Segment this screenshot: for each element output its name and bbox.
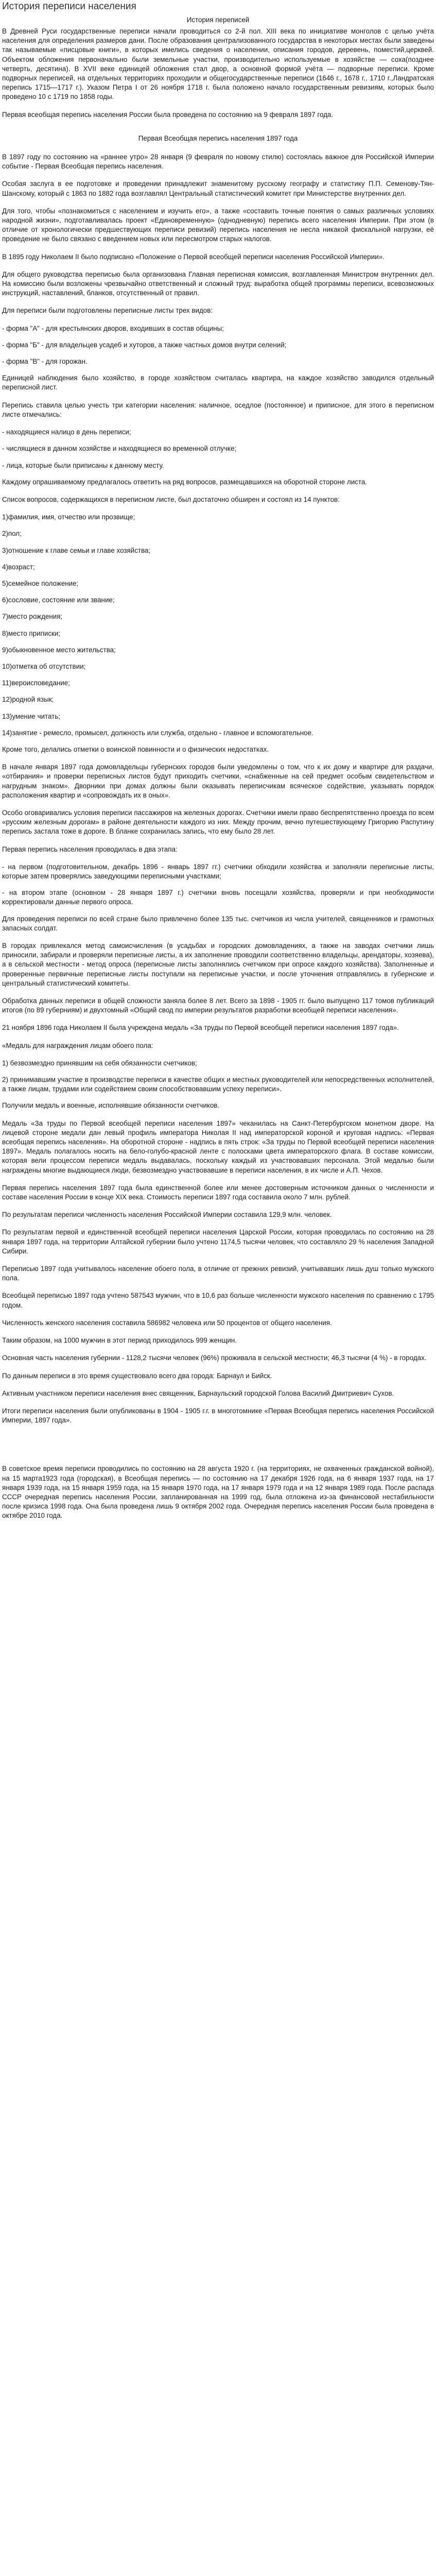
paragraph: Получили медаль и военные, исполнявшие обязанности счетчиков.	[2, 1101, 220, 1110]
page-title: История переписи населения	[2, 1, 136, 12]
paragraph: Первая перепись населения 1897 года была единственной более или менее достоверным источником данных о численности и составе населения России в конце XIX века. Стоимость переписи 1897 года составила около 7 млн. рублей.	[2, 1183, 434, 1201]
paragraph: Список вопросов, содержащихся в переписном листе, был достаточно обширен и состоял из 14 пунктов:	[2, 495, 340, 503]
paragraph: 10)отметка об отсутствии;	[2, 662, 86, 670]
paragraph: Численность женского населения составила 586982 человека или 50 процентов от общего населения.	[2, 1318, 332, 1327]
paragraph: В 1895 году Николаем II было подписано «Положение о Первой всеобщей переписи населения Российской Империи».	[2, 252, 385, 261]
paragraph: 2) принимавшим участие в производстве переписи в качестве общих и местных руководителей или непосредственных исполнителей, а также лицам, трудами или содействием своим способствовавшим успеху переписи».	[2, 1076, 434, 1093]
paragraph: Единицей наблюдения было хозяйство, в городе хозяйством считалась квартира, на каждое хозяйство заводился отдельный переписной лист.	[2, 374, 434, 392]
paragraph: По данным переписи в это время существовало всего два города: Барнаул и Бийск.	[2, 1371, 272, 1380]
paragraph: В городах привлекался метод самоисчисления (в усадьбах и городских домовладениях, а также на заводах счетчики лишь приносили, забирали и проверяли переписные листы, а их заполнение проводили соответственно владельцы, арендаторы, хозяева), а в сельской местности - метод опроса (переписные листы заполнялись счетчиком при опросе каждого хозяйства). Заполненные и проверенные первичные переписные листы поступали на переписные участки, и после уточнения отправлялись в губернские и центральный статистический комитеты.	[2, 942, 434, 987]
paragraph: Перепись ставила целью учесть три категории населения: наличное, оседлое (постоянное) и приписное, для этого в переписном листе отмечались:	[2, 401, 434, 418]
paragraph: Особая заслуга в ее подготовке и проведении принадлежит знаменитому русскому географу и статистику П.П. Семенову-Тян-Шанскому, который с 1863 по 1882 года возглавлял Центральный статистический комитет при Министерстве внутренних дел.	[2, 180, 434, 197]
paragraph: - форма "Б" - для владельцев усадеб и хуторов, а также частных домов внутри селений;	[2, 341, 287, 349]
document-body	[2, 15, 434, 1521]
paragraph: 9)обыкновенное место жительства;	[2, 646, 116, 654]
paragraph: - на втором этапе (основном - 28 января 1897 г.) счетчики вновь посещали хозяйства, проверяли и при необходимости корректировали данные первого опроса.	[2, 889, 434, 906]
paragraph: 21 ноября 1896 года Николаем II была учреждена медаль «За труды по Первой всеобщей переписи населения 1897 года».	[2, 1024, 399, 1032]
paragraph: По результатам переписи численность населения Российской Империи составила 129,9 млн. человек.	[2, 1211, 332, 1219]
paragraph: Таким образом, на 1000 мужчин в этот период приходилось 999 женщин.	[2, 1336, 237, 1345]
paragraph: В начале января 1897 года домовладельцы губернских городов были уведомлены о том, что к их дому и квартире для раздачи, «отбирания» и проверки переписных листов будут приходить счетчики, «снабженные на сей предмет особым свидетельством и нагрудным знаком». Дворники при домах должны были оказывать переписчикам всяческое содействие, указывать порядок расположения квартир и «сопровождать их в оных».	[2, 763, 434, 799]
paragraph: В 1897 году по состоянию на «раннее утро» 28 января (9 февраля по новому стилю) состоялась важное для Российской Империи событие - Первая Всеобщая перепись населения.	[2, 153, 434, 171]
paragraph: - форма "А" - для крестьянских дворов, входивших в состав общины;	[2, 324, 224, 332]
paragraph: Особо оговаривались условия переписи пассажиров на железных дорогах. Счетчики имели право беспрепятственно проезда по всем «русским железным дорогам» в районе деятельности каждого из них. Между прочим, вечно путешествующему Григорию Распутину перепись застала тоже в дороге. В бланке сохранилась запись, что ему было 28 лет.	[2, 808, 434, 836]
paragraph: Каждому опрашиваемому предлагалось ответить на ряд вопросов, размещавшихся на оборотной стороне листа.	[2, 478, 368, 486]
paragraph: 6)сословие, состояние или звание;	[2, 596, 115, 604]
paragraph: 1) безвозмездно принявшим на себя обязанности счетчиков;	[2, 1059, 197, 1067]
paragraph: 3)отношение к главе семьи и главе хозяйства;	[2, 546, 151, 554]
paragraph: 13)умение читать;	[2, 712, 61, 720]
paragraph: «Медаль для награждения лицам обоего пола:	[2, 1041, 153, 1049]
intro-paragraph-1: В Древней Руси государственные переписи начали проводиться со 2-й пол. XIII века по инициативе монголов с целью учёта населения для определения размеров дани. После образования централизованного государства в некоторых местах были заведены так называемые «писцовые книги», в которых имелись сведения о населении, описания городов, деревень, поместий,церквей. Объектом обложения первоначально были земельные участки, производительно используемые в хозяйстве — соха(позднее четверть, десятина). В XVII веке единицей обложения стал двор, а основной формой учёта — подворные переписи. Кроме подворных переписей, на отдельных территориях проходили и общегосударственные переписи (1646 г., 1678 г., 1710 г.,Ландратская перепись 1715—1717 г.). Указом Петра I от 26 ноября 1718 г. была положено начало государственным ревизиям, которых было проведено 10 с 1719 по 1858 годы.	[2, 27, 434, 101]
paragraph: 8)место приписки;	[2, 629, 61, 637]
census-paragraphs	[2, 152, 434, 1425]
paragraph: 14)занятие - ремесло, промысел, должность или служба, отдельно - главное и вспомогательное.	[2, 728, 313, 737]
paragraph: 2)пол;	[2, 530, 22, 538]
paragraph: По результатам первой и единственной всеобщей переписи населения Царской России, которая проводилась по состоянию на 28 января 1897 года, на территории Алтайской губернии было учтено 1174,5 тысячи человек, что составляло 29 % населения Западной Сибири.	[2, 1228, 434, 1255]
section-title: История переписей	[186, 16, 250, 24]
paragraph: Основная часть населения губернии - 1128,2 тысячи человек (96%) проживала в сельской местности; 46,3 тысячи (4 %) - в городах.	[2, 1354, 427, 1362]
paragraph: 1)фамилия, имя, отчество или прозвище;	[2, 513, 135, 521]
paragraph: 11)вероисповедание;	[2, 679, 70, 687]
paragraph: 5)семейное положение;	[2, 579, 79, 587]
paragraph: Обработка данных переписи в общей сложности заняла более 8 лет. Всего за 1898 - 1905 гг. было выпущено 117 томов публикаций итогов (по 89 губерниям) и двухтомный «Общий свод по империи результатов разработки всеобщей переписи населения».	[2, 997, 434, 1014]
paragraph: Для проведения переписи по всей стране было привлечено более 135 тыс. счетчиков из числа учителей, священников и грамотных запасных солдат.	[2, 914, 434, 932]
paragraph: Переписью 1897 года учитывалось население обоего пола, в отличие от прежних ревизий, учитывавших лишь душ только мужского пола.	[2, 1265, 434, 1282]
intro-paragraph-2: Первая всеобщая перепись населения России была проведена по состоянию на 9 февраля 1897 года.	[2, 110, 334, 118]
paragraph: - находящиеся налицо в день переписи;	[2, 428, 131, 436]
paragraph: Медаль «За труды по Первой всеобщей переписи населения 1897» чеканилась на Санкт-Петербургском монетном дворе. На лицевой стороне медали дан левый профиль императора Николая II над императорской короной и круговая надпись: «Первая всеобщая перепись населения». На оборотной стороне - надпись в пять строк: «За труды по Первой всеобщей переписи населения 1897». Медаль полагалось носить на бело-голубо-красной ленте с полосками цвета императорского флага. В составе комиссии, которая вели процессом переписи медаль выдавалась, поскольку каждый из участвовавших персонала. Этой медалью были награждены многие выдающиеся люди, безвозмездно участвовавшие в переписи населения, в их числе и А.П. Чехов.	[2, 1119, 434, 1174]
paragraph: Активным участником переписи населения внес священник, Барнаульский городской Голова Василий Дмитриевич Сухов.	[2, 1389, 394, 1397]
paragraph: Всеобщей переписью 1897 года учтено 587543 мужчин, что в 10,6 раз больше численности мужского населения по сравнению с 1795 годом.	[2, 1292, 434, 1309]
paragraph: Первая перепись населения проводилась в два этапа:	[2, 845, 178, 853]
paragraph: - числящиеся в данном хозяйстве и находящиеся во временной отлучке;	[2, 445, 237, 453]
paragraph: Для общего руководства переписью была организована Главная переписная комиссия, возглавленная Министром внутренних дел. На комиссию были возложены чрезвычайно ответственный и сложный труд: выработка общей программы переписи, всевозможных инструкций, наставлений, бланков, отсутственный от правил.	[2, 270, 434, 297]
paragraph: Для переписи были подготовлены переписные листы трех видов:	[2, 307, 213, 315]
paragraph: - на первом (подготовительном, декабрь 1896 - январь 1897 гг.) счетчики обходили хозяйства и заполняли переписные листы, которые затем проверялись заведующими переписными участками;	[2, 862, 434, 880]
paragraph: - лица, которые были приписаны к данному месту.	[2, 461, 164, 469]
paragraph: - форма "В" - для горожан.	[2, 358, 88, 366]
paragraph: 12)родной язык;	[2, 696, 54, 704]
paragraph: Кроме того, делались отметки о воинской повинности и о физических недостатках.	[2, 745, 269, 753]
paragraph: Итоги переписи населения были опубликованы в 1904 - 1905 г.г. в многотомнике «Первая Всеобщая перепись населения Российской Империи, 1897 года».	[2, 1406, 434, 1425]
census-heading: Первая Всеобщая перепись населения 1897 года	[138, 134, 298, 142]
paragraph: 4)возраст;	[2, 563, 35, 571]
section-gap	[2, 1433, 434, 1464]
soviet-paragraph: В советское время переписи проводились по состоянию на 28 августа 1920 г. (на территориях, не охваченных гражданской войной), на 15 марта1923 года (городская), в Всеобщая перепись — по состоянию на 17 декабря 1926 года, на 6 января 1937 года, на 17 января 1939 года, на 15 января 1959 года, на 15 января 1970 года, на 17 января 1979 года и на 12 января 1989 года. После распада СССР очередная перепись населения России, запланированная на 1999 год, была отложена из-за финансовой нестабильности после кризиса 1998 года. Она была проведена лишь 9 октября 2002 года. Очередная перепись населения России была проведена в октябре 2010 года.	[2, 1465, 434, 1520]
paragraph: Для того, чтобы «познакомиться с населением и изучить его», а также «составить точные понятия о самых различных условиях народной жизни», подготавливалась проект «Единовременную» (однодневную) перепись всего населения Империи. При этом (в отличие от хронологически предшествующих переписи ревизий) перепись населения не несла никакой фискальной нагрузки, её проведение не было связано с введением новых или пересмотром старых налогов.	[2, 207, 434, 243]
paragraph: 7)место рождения;	[2, 613, 63, 621]
